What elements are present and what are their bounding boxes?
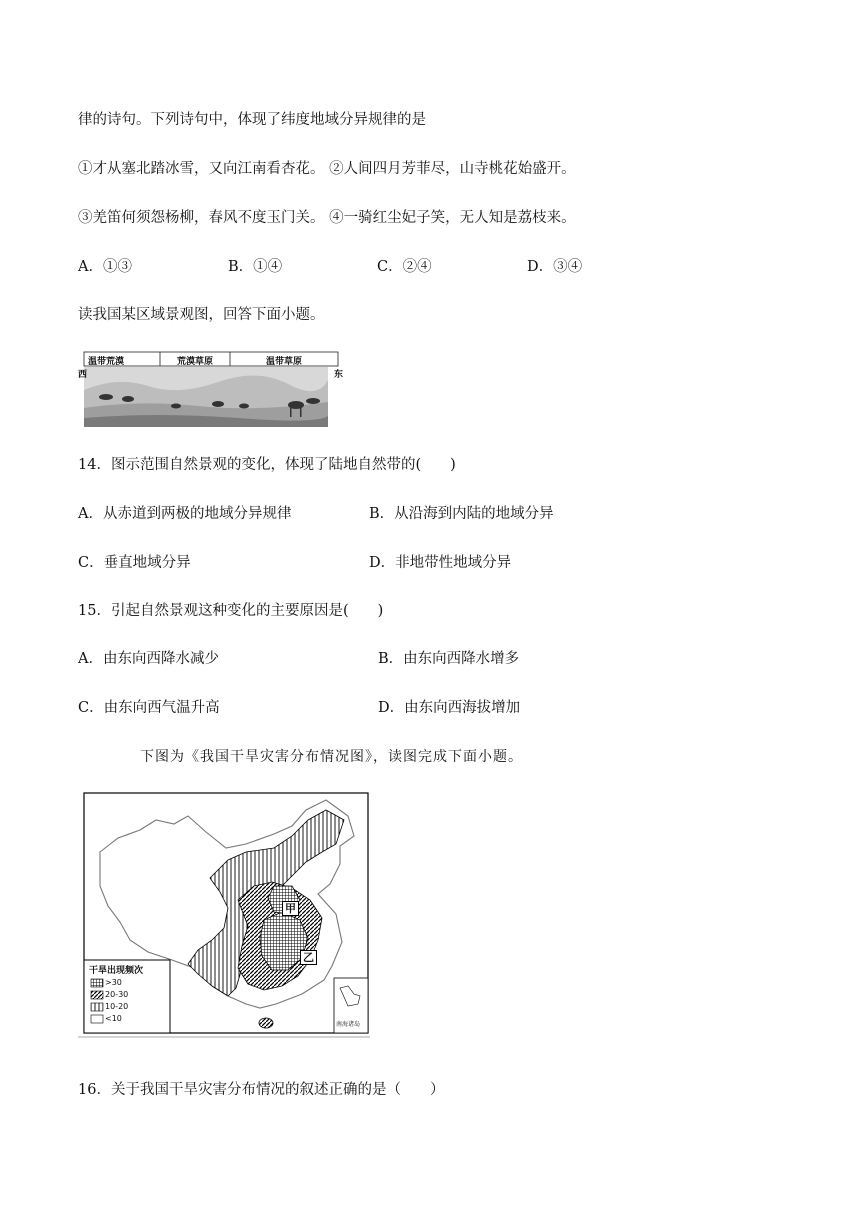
poem-line-2: ③羌笛何须怨杨柳，春风不度玉门关。 ④一骑红尘妃子笑，无人知是荔枝来。: [78, 210, 576, 226]
q15-stem: 15．引起自然景观这种变化的主要原因是( ): [78, 603, 384, 619]
q16-stem: 16．关于我国干旱灾害分布情况的叙述正确的是（ ）: [78, 1082, 445, 1098]
q14-option-d: D．非地带性地域分异: [369, 555, 512, 571]
zone-label-desert-steppe: 荒漠草原: [177, 357, 214, 367]
west-label: 西: [78, 370, 88, 380]
q13-option-b: B．①④: [228, 259, 283, 275]
mark-jia: 甲: [282, 901, 299, 916]
east-label: 东: [334, 370, 344, 380]
q14-option-c: C．垂直地域分异: [78, 555, 191, 571]
poem-line-1: ①才从塞北踏冰雪，又向江南看杏花。 ②人间四月芳菲尽，山寺桃花始盛开。: [78, 161, 576, 177]
q15-option-d: D．由东向西海拔增加: [378, 700, 521, 716]
q15-option-b: B．由东向西降水增多: [378, 651, 520, 667]
legend-title: 干旱出现频次: [89, 966, 144, 976]
q14-stem: 14．图示范围自然景观的变化，体现了陆地自然带的( ): [78, 457, 456, 473]
q13-option-d: D．③④: [527, 259, 583, 275]
zone-label-desert: 温带荒漠: [88, 357, 125, 367]
map-caption: 下图为《我国干旱灾害分布情况图》，读图完成下面小题。: [140, 749, 523, 765]
q14-option-b: B．从沿海到内陆的地域分异: [369, 506, 554, 522]
inset-label: 南海诸岛: [336, 1021, 361, 1028]
legend-over-30: >30: [105, 978, 122, 987]
drought-map: [78, 790, 370, 1038]
q13-option-c: C．②④: [377, 259, 432, 275]
legend-20-30: 20-30: [105, 990, 129, 999]
zone-label-steppe: 温带草原: [266, 357, 303, 367]
q15-option-c: C．由东向西气温升高: [78, 700, 220, 716]
legend-10-20: 10-20: [105, 1002, 129, 1011]
q15-option-a: A．由东向西降水减少: [78, 651, 219, 667]
q13-option-a: A．①③: [78, 259, 132, 275]
intro-line: 律的诗句。下列诗句中，体现了纬度地域分异规律的是: [78, 112, 426, 128]
q14-option-a: A．从赤道到两极的地域分异规律: [78, 506, 292, 522]
legend-under-10: <10: [105, 1014, 122, 1023]
landscape-intro: 读我国某区域景观图，回答下面小题。: [78, 307, 325, 323]
mark-yi: 乙: [300, 950, 317, 965]
landscape-figure: [78, 350, 344, 428]
